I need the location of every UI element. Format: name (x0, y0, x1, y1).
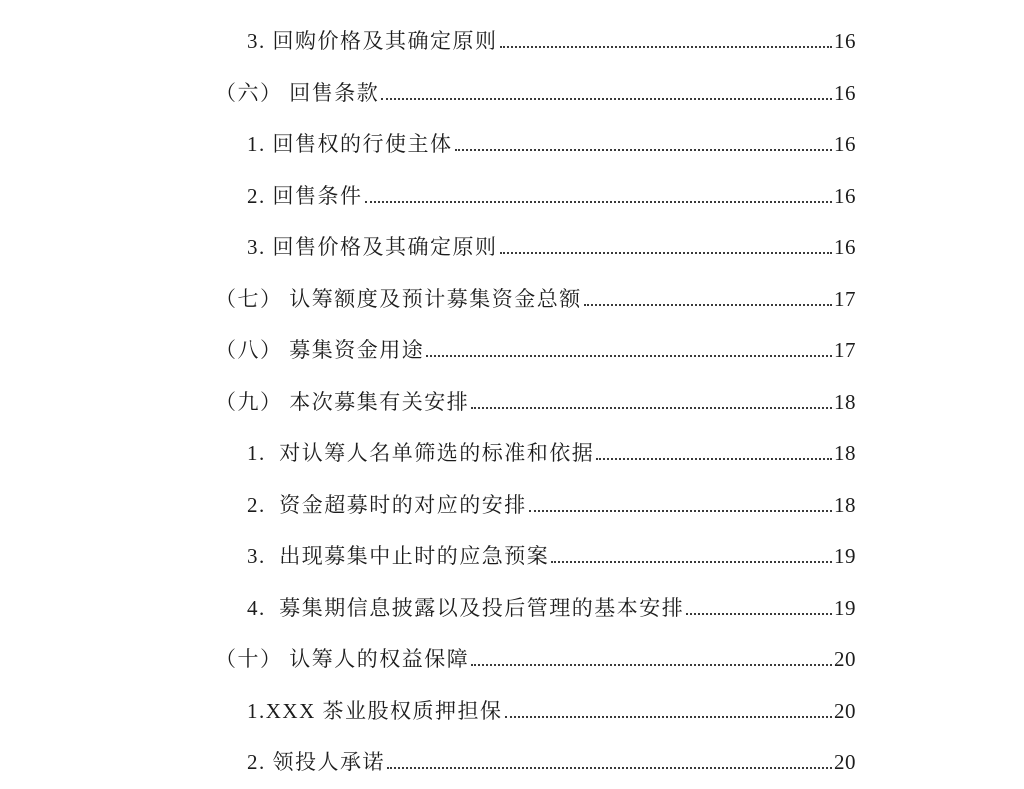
toc-leader-dots (529, 510, 832, 512)
toc-leader-dots (381, 98, 832, 100)
toc-entry-page-number: 16 (834, 29, 856, 53)
toc-entry-title: 3. 回购价格及其确定原则 (247, 29, 498, 53)
toc-entry[interactable] (215, 325, 856, 377)
toc-entry-page-number: 16 (834, 132, 856, 156)
toc-entry-title: 1.XXX 茶业股权质押担保 (247, 698, 503, 723)
toc-entry[interactable] (215, 222, 856, 274)
toc-entry[interactable] (215, 480, 856, 532)
toc-leader-dots (596, 458, 832, 460)
toc-entry[interactable] (215, 68, 856, 120)
toc-entry-title: 2. 回售条件 (247, 183, 363, 208)
toc-entry-page-number: 19 (834, 544, 856, 568)
toc-entry[interactable] (215, 171, 856, 223)
toc-entry-title: 4. 募集期信息披露以及投后管理的基本安排 (247, 595, 685, 620)
toc-entry[interactable] (215, 274, 856, 326)
toc-leader-dots (455, 149, 833, 151)
toc-leader-dots (387, 767, 832, 769)
toc-leader-dots (686, 613, 832, 615)
table-of-contents (215, 16, 856, 789)
toc-entry[interactable] (215, 686, 856, 738)
toc-entry-title: 1. 对认筹人名单筛选的标准和依据 (247, 441, 595, 465)
toc-leader-dots (471, 407, 832, 409)
toc-leader-dots (426, 355, 832, 357)
toc-entry[interactable] (215, 531, 856, 583)
toc-entry-title: （七） 认筹额度及预计募集资金总额 (215, 286, 582, 311)
toc-entry-title: 3. 出现募集中止时的应急预案 (247, 544, 550, 568)
toc-entry[interactable] (215, 737, 856, 789)
toc-entry-page-number: 16 (834, 235, 856, 259)
toc-entry-page-number: 18 (834, 441, 856, 465)
toc-entry-title: 2. 领投人承诺 (247, 750, 385, 774)
toc-entry-page-number: 16 (834, 183, 856, 208)
toc-leader-dots (505, 716, 833, 718)
toc-entry-page-number: 18 (834, 492, 856, 517)
toc-leader-dots (551, 561, 832, 563)
toc-entry[interactable] (215, 119, 856, 171)
toc-entry-page-number: 20 (834, 647, 856, 671)
toc-entry-page-number: 19 (834, 595, 856, 620)
toc-entry-title: （十） 认筹人的权益保障 (215, 647, 470, 671)
toc-entry-page-number: 18 (834, 389, 856, 414)
toc-entry-title: 3. 回售价格及其确定原则 (247, 235, 498, 259)
toc-entry[interactable] (215, 583, 856, 635)
toc-entry-title: （六） 回售条款 (215, 80, 380, 105)
toc-entry-title: （九） 本次募集有关安排 (215, 389, 470, 414)
toc-entry-page-number: 20 (834, 750, 856, 774)
toc-leader-dots (584, 304, 832, 306)
toc-entry[interactable] (215, 16, 856, 68)
toc-entry-title: 1. 回售权的行使主体 (247, 132, 453, 156)
toc-entry-page-number: 17 (834, 338, 856, 362)
toc-entry-title: 2. 资金超募时的对应的安排 (247, 492, 527, 517)
toc-entry[interactable] (215, 634, 856, 686)
toc-entry-title: （八） 募集资金用途 (215, 338, 425, 362)
toc-leader-dots (500, 252, 833, 254)
toc-leader-dots (471, 664, 832, 666)
toc-leader-dots (365, 201, 833, 203)
toc-entry[interactable] (215, 428, 856, 480)
toc-leader-dots (500, 46, 833, 48)
toc-entry-page-number: 20 (834, 698, 856, 723)
toc-entry-page-number: 17 (834, 286, 856, 311)
toc-entry[interactable] (215, 377, 856, 429)
toc-entry-page-number: 16 (834, 80, 856, 105)
